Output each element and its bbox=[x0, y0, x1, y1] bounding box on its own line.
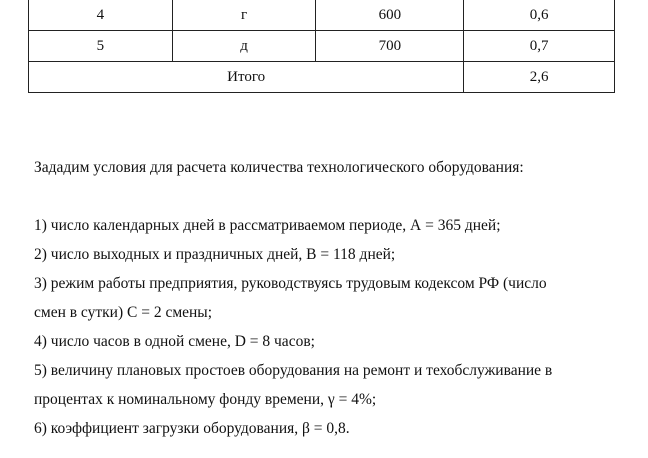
condition-line: 1) число календарных дней в рассматриваемом периоде, А = 365 дней; bbox=[34, 217, 501, 234]
table-cell: 700 bbox=[316, 31, 464, 62]
table-cell: 0,7 bbox=[464, 31, 615, 62]
data-table bbox=[28, 0, 615, 93]
condition-line: 2) число выходных и праздничных дней, В = 118 дней; bbox=[34, 246, 396, 263]
intro-paragraph bbox=[34, 153, 624, 182]
table-total-row bbox=[29, 62, 615, 93]
table-cell: 600 bbox=[316, 0, 464, 31]
table-cell: 5 bbox=[29, 31, 173, 62]
table-row bbox=[29, 31, 615, 62]
table-cell: 4 bbox=[29, 0, 173, 31]
total-value-cell: 2,6 bbox=[464, 62, 615, 93]
intro-text: Зададим условия для расчета количества технологического оборудования: bbox=[34, 159, 524, 176]
condition-line: 3) режим работы предприятия, руководствуясь трудовым кодексом РФ (число bbox=[34, 275, 547, 292]
conditions-list bbox=[34, 211, 624, 443]
condition-line: 5) величину плановых простоев оборудования на ремонт и техобслуживание в bbox=[34, 362, 553, 379]
condition-line: 6) коэффициент загрузки оборудования, β = 0,8. bbox=[34, 420, 350, 437]
table-cell: д bbox=[172, 31, 316, 62]
table-cell: 0,6 bbox=[464, 0, 615, 31]
condition-line: процентах к номинальному фонду времени, γ = 4%; bbox=[34, 391, 377, 408]
total-label-cell: Итого bbox=[29, 62, 464, 93]
condition-line: 4) число часов в одной смене, D = 8 часов; bbox=[34, 333, 315, 350]
table-row bbox=[29, 0, 615, 31]
condition-line: смен в сутки) С = 2 смены; bbox=[34, 304, 213, 321]
table-cell: г bbox=[172, 0, 316, 31]
